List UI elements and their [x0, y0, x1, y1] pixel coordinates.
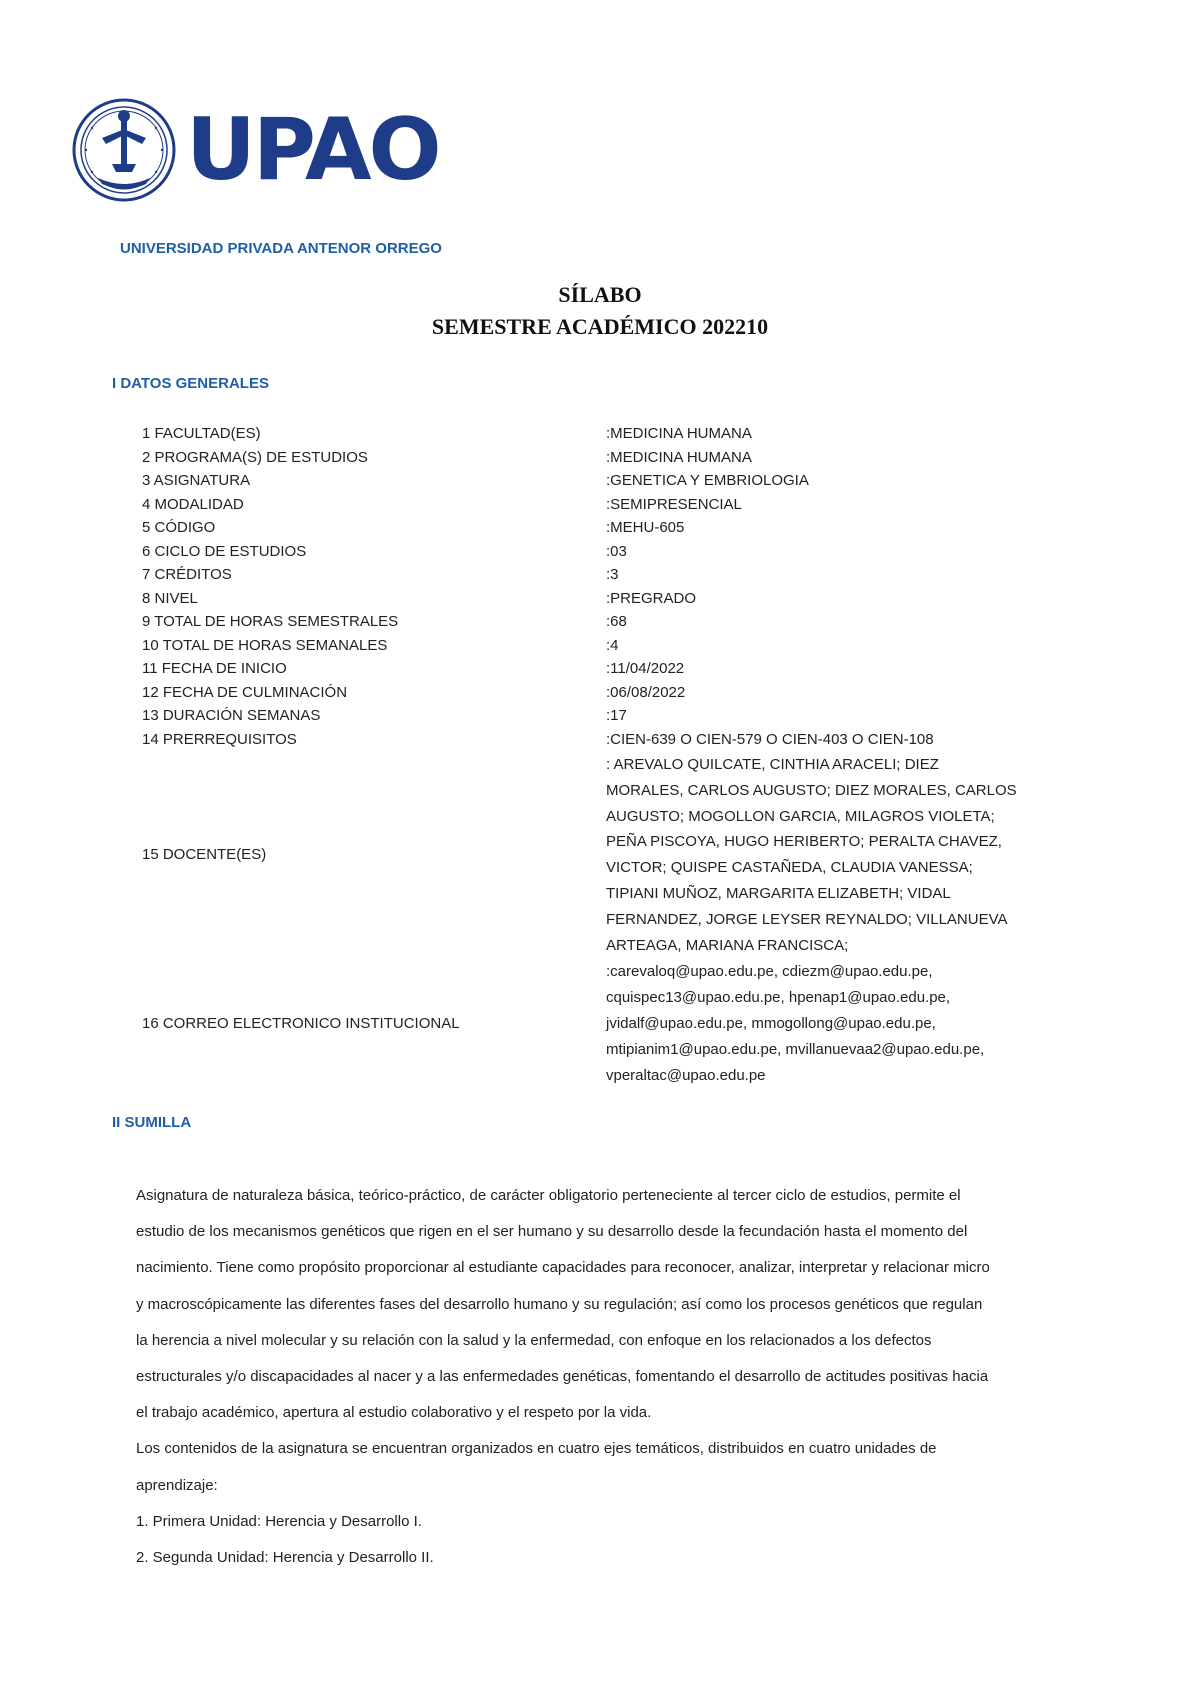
correo-value — [606, 959, 1082, 1088]
row-label: 7 CRÉDITOS — [142, 566, 232, 583]
document-title: SÍLABO — [558, 282, 642, 307]
docentes-line: ARTEAGA, MARIANA FRANCISCA; — [606, 936, 849, 954]
docentes-line: AUGUSTO; MOGOLLON GARCIA, MILAGROS VIOLETA; — [606, 807, 995, 825]
row-value: :17 — [606, 707, 627, 724]
table-row — [142, 610, 1082, 634]
correo-line: mtipianim1@upao.edu.pe, mvillanuevaa2@upao.edu.pe, — [606, 1040, 985, 1058]
correo-row — [142, 959, 1082, 1088]
sumilla-text — [136, 1178, 1076, 1576]
sumilla-line: el trabajo académico, apertura al estudio colaborativo y el respeto por la vida. — [136, 1404, 652, 1422]
sumilla-line: la herencia a nivel molecular y su relación con la salud y la enfermedad, con enfoque en los relacionados a los defectos — [136, 1331, 932, 1349]
row-value: :PREGRADO — [606, 589, 697, 607]
row-label: 2 PROGRAMA(S) DE ESTUDIOS — [142, 448, 368, 466]
row-value: :MEDICINA HUMANA — [606, 425, 752, 442]
row-value: :68 — [606, 613, 627, 630]
sumilla-line: Asignatura de naturaleza básica, teórico-práctico, de carácter obligatorio perteneciente al tercer ciclo de estudios, permite el — [136, 1187, 961, 1204]
table-row — [142, 422, 1082, 446]
row-label: 3 ASIGNATURA — [142, 472, 251, 489]
table-row — [142, 563, 1082, 587]
correo-label: 16 CORREO ELECTRONICO INSTITUCIONAL — [142, 1015, 460, 1033]
sumilla-line: estructurales y/o discapacidades al nacer y a las enfermedades genéticas, fomentando el desarrollo de actitudes positivas hacia — [136, 1368, 989, 1386]
row-label: 14 PRERREQUISITOS — [142, 730, 297, 748]
table-row — [142, 516, 1082, 540]
row-label: 13 DURACIÓN SEMANAS — [142, 707, 321, 724]
docentes-line: : AREVALO QUILCATE, CINTHIA ARACELI; DIEZ — [606, 756, 939, 773]
datos-generales-table — [142, 422, 1082, 1088]
row-label: 11 FECHA DE INICIO — [142, 660, 287, 677]
row-value: :4 — [606, 636, 619, 654]
correo-line: vperaltac@upao.edu.pe — [606, 1066, 766, 1084]
document-subtitle: SEMESTRE ACADÉMICO 202210 — [431, 314, 769, 339]
table-row — [142, 728, 1082, 752]
section-heading-sumilla: II SUMILLA — [112, 1114, 192, 1131]
docentes-line: MORALES, CARLOS AUGUSTO; DIEZ MORALES, CARLOS — [606, 781, 1017, 799]
table-row — [142, 704, 1082, 728]
row-label: 12 FECHA DE CULMINACIÓN — [142, 683, 348, 701]
row-value: :CIEN-639 O CIEN-579 O CIEN-403 O CIEN-108 — [606, 730, 934, 748]
table-row — [142, 634, 1082, 658]
row-value: :GENETICA Y EMBRIOLOGIA — [606, 472, 809, 489]
upao-logo — [72, 98, 439, 202]
table-row — [142, 493, 1082, 517]
table-row — [142, 469, 1082, 493]
row-label: 8 NIVEL — [142, 589, 198, 607]
row-value: :3 — [606, 566, 619, 583]
sumilla-line: 1. Primera Unidad: Herencia y Desarrollo I. — [136, 1512, 422, 1530]
sumilla-line: y macroscópicamente las diferentes fases del desarrollo humano y su regulación; así como los procesos genéticos que regulan — [136, 1295, 983, 1313]
university-name: UNIVERSIDAD PRIVADA ANTENOR ORREGO — [120, 240, 442, 257]
docentes-line: VICTOR; QUISPE CASTAÑEDA, CLAUDIA VANESSA; — [606, 859, 973, 877]
correo-line: cquispec13@upao.edu.pe, hpenap1@upao.edu.pe, — [606, 989, 951, 1007]
docentes-line: PEÑA PISCOYA, HUGO HERIBERTO; PERALTA CHAVEZ, — [606, 833, 1002, 851]
docentes-label: 15 DOCENTE(ES) — [142, 846, 267, 864]
row-value: :06/08/2022 — [606, 683, 686, 701]
row-label: 5 CÓDIGO — [142, 519, 216, 536]
sumilla-line: Los contenidos de la asignatura se encuentran organizados en cuatro ejes temáticos, distribuidos en cuatro unidades de — [136, 1440, 937, 1458]
section-heading-datos-generales: I DATOS GENERALES — [112, 375, 269, 392]
row-label: 6 CICLO DE ESTUDIOS — [142, 542, 307, 560]
logo-wordmark: UPAO — [186, 100, 439, 200]
university-seal-icon — [72, 98, 176, 202]
row-label: 9 TOTAL DE HORAS SEMESTRALES — [142, 613, 399, 630]
row-value: :MEDICINA HUMANA — [606, 448, 752, 466]
row-value: :03 — [606, 542, 627, 560]
row-label: 1 FACULTAD(ES) — [142, 425, 261, 442]
docentes-value — [606, 752, 1082, 958]
table-row — [142, 540, 1082, 564]
row-value: :SEMIPRESENCIAL — [606, 495, 742, 513]
correo-line: :carevaloq@upao.edu.pe, cdiezm@upao.edu.pe, — [606, 963, 933, 981]
sumilla-line: aprendizaje: — [136, 1476, 218, 1494]
docentes-row — [142, 752, 1082, 958]
table-row — [142, 587, 1082, 611]
docentes-line: FERNANDEZ, JORGE LEYSER REYNALDO; VILLANUEVA — [606, 910, 1008, 928]
row-label: 10 TOTAL DE HORAS SEMANALES — [142, 636, 388, 654]
table-row — [142, 657, 1082, 681]
sumilla-line: estudio de los mecanismos genéticos que rigen en el ser humano y su desarrollo desde la fecundación hasta el momento del — [136, 1223, 968, 1241]
correo-line: jvidalf@upao.edu.pe, mmogollong@upao.edu.pe, — [606, 1014, 936, 1032]
docentes-line: TIPIANI MUÑOZ, MARGARITA ELIZABETH; VIDAL — [606, 884, 951, 902]
row-label: 4 MODALIDAD — [142, 495, 244, 513]
table-row — [142, 681, 1082, 705]
sumilla-line: nacimiento. Tiene como propósito proporcionar al estudiante capacidades para reconocer, analizar, interpretar y relacionar micro — [136, 1259, 990, 1277]
sumilla-line: 2. Segunda Unidad: Herencia y Desarrollo II. — [136, 1549, 434, 1567]
row-value: :MEHU-605 — [606, 519, 685, 536]
table-row — [142, 446, 1082, 470]
row-value: :11/04/2022 — [606, 660, 685, 677]
